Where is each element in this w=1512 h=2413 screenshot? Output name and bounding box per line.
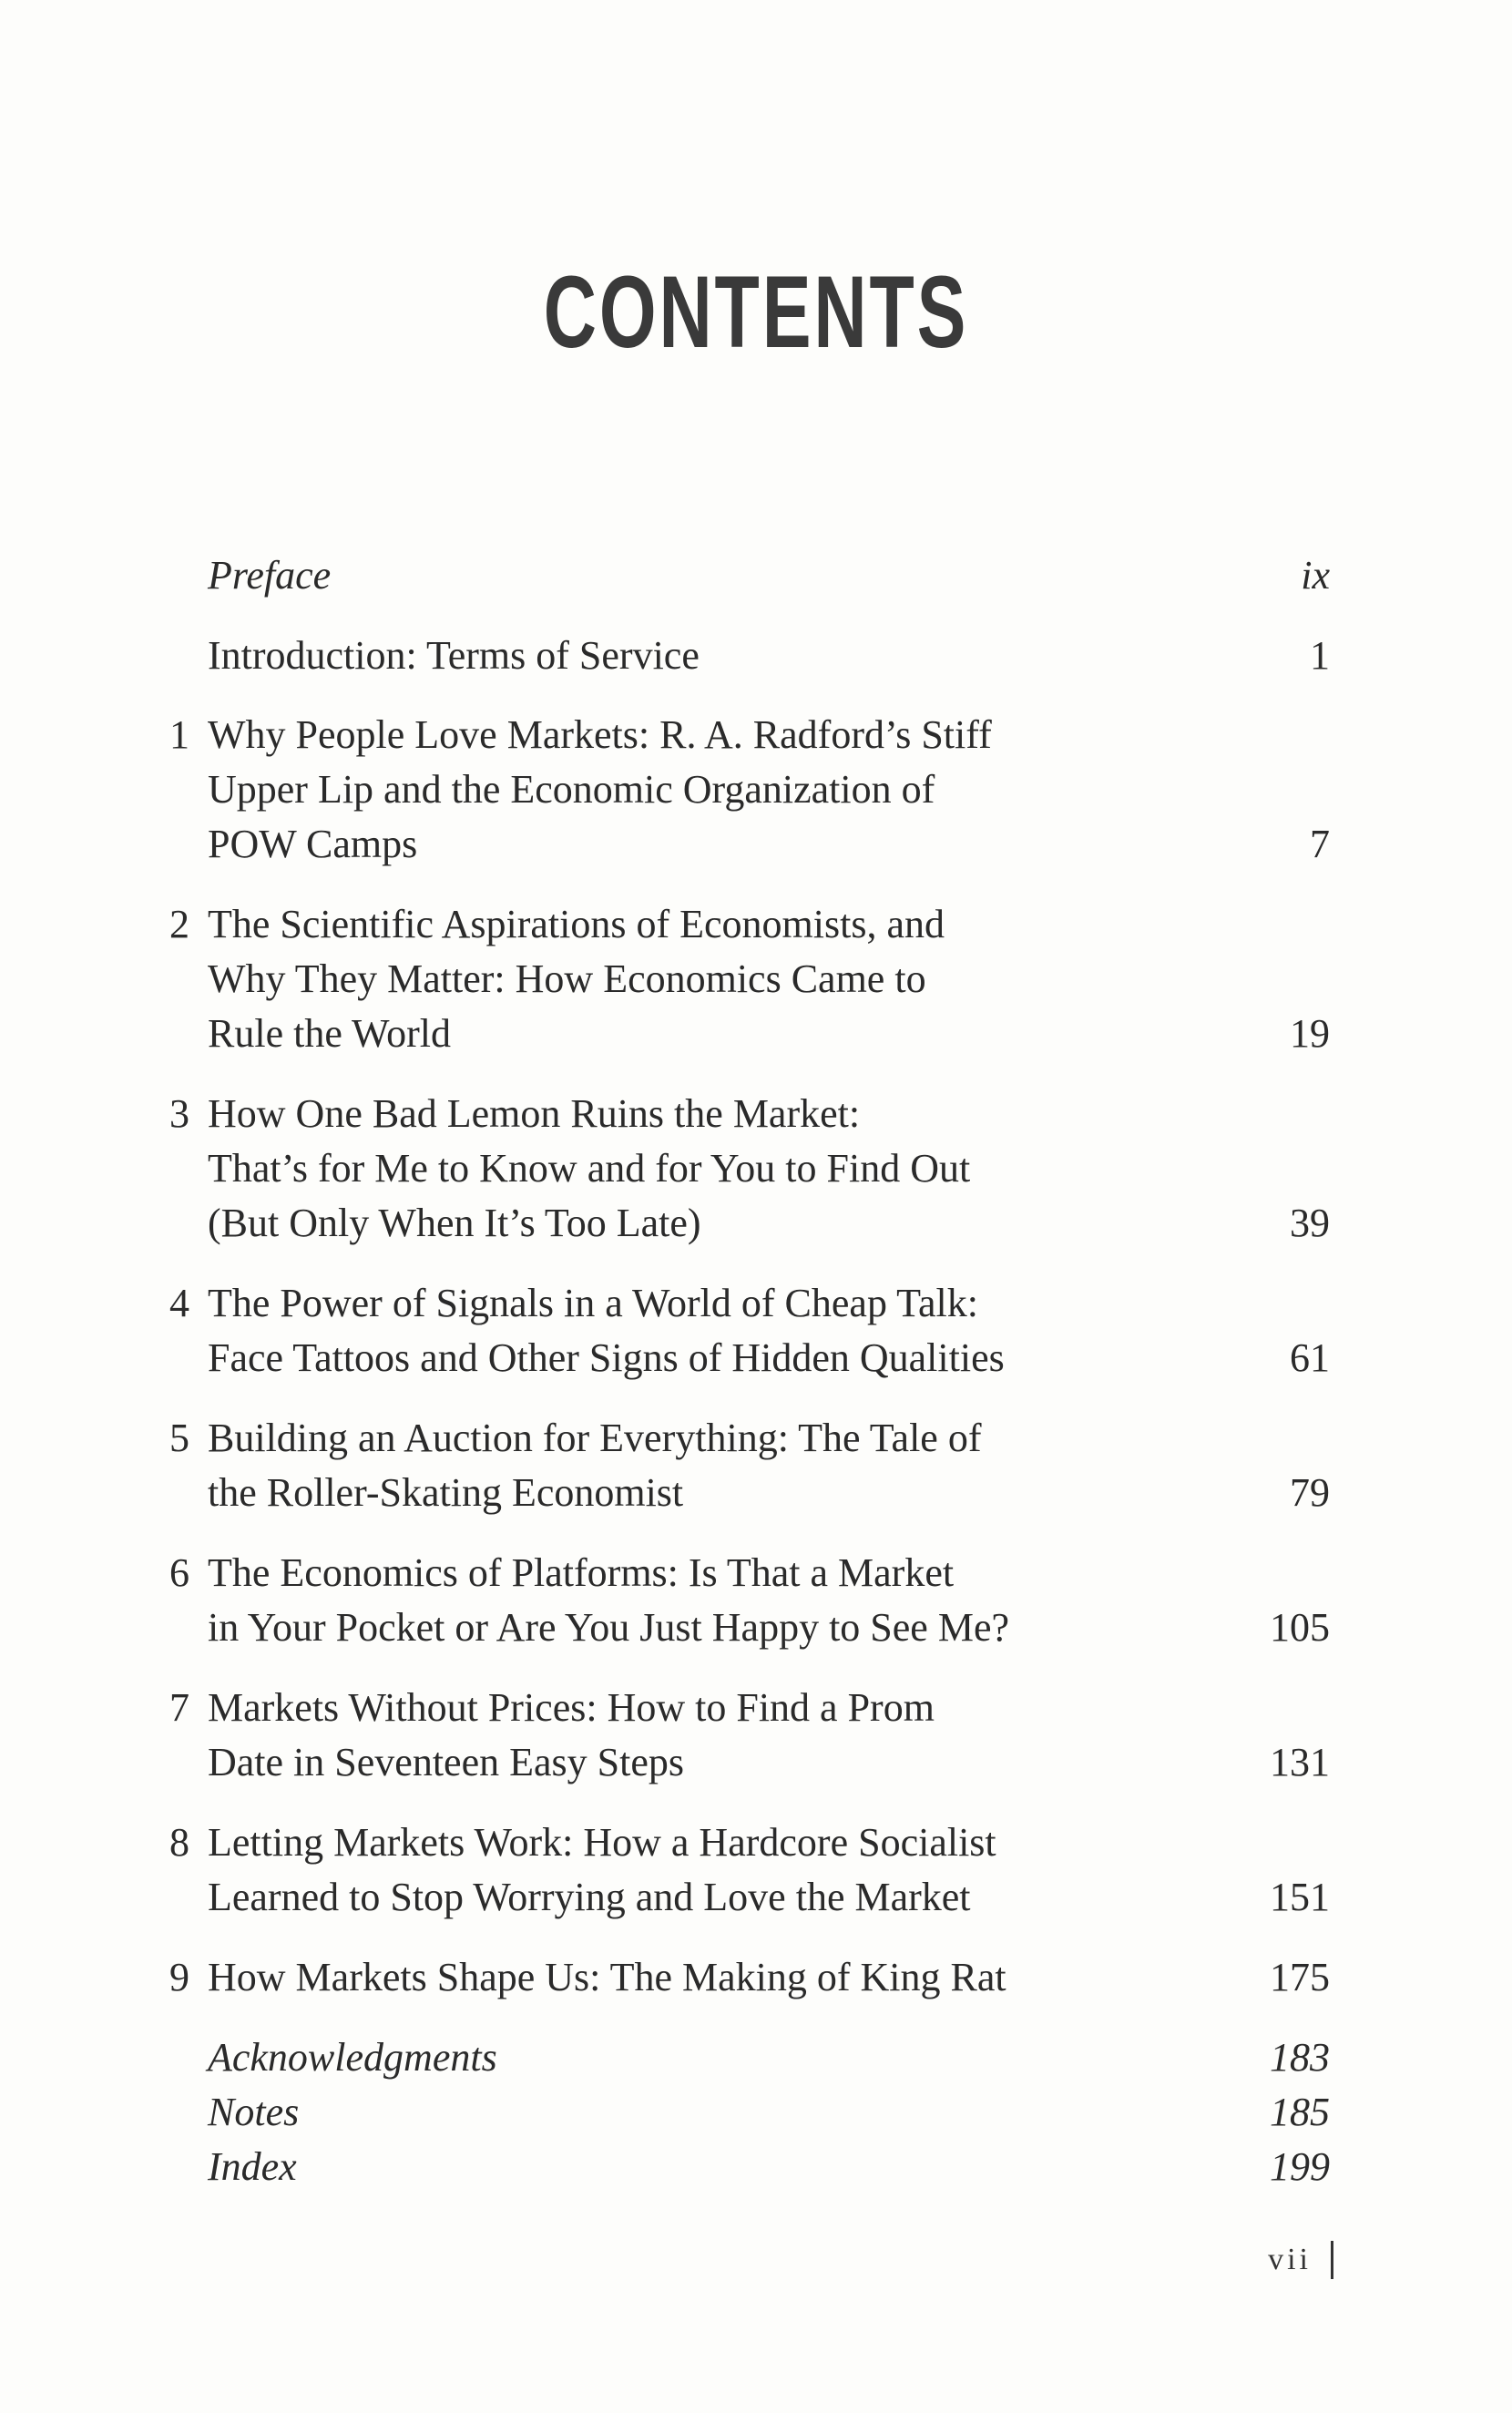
entry-title [208,1087,1146,1251]
entry-title-line: Why They Matter: How Economics Came to [208,956,926,1001]
entry-title-line: Face Tattoos and Other Signs of Hidden Qualities [208,1335,1005,1380]
entry-title [208,1950,1146,2005]
entry-title [208,629,1146,683]
page-number: 151 [1270,1875,1330,1919]
chapter-number: 9 [169,1955,189,1999]
entry-title-line: The Economics of Platforms: Is That a Market [208,1550,955,1595]
entry-title-line: How Markets Shape Us: The Making of King Rat [208,1955,1006,1999]
entry-title-line: in Your Pocket or Are You Just Happy to See Me? [208,1605,1009,1650]
chapter-number: 7 [169,1685,189,1730]
entry-title-line: Markets Without Prices: How to Find a Prom [208,1685,935,1730]
entry-title-line: The Power of Signals in a World of Cheap Talk: [208,1281,978,1325]
entry-title-line: Rule the World [208,1011,451,1056]
entry-title [208,1411,1146,1520]
folio-divider [1331,2241,1333,2279]
folio-number: vii [1268,2243,1312,2276]
entry-title [208,2140,1146,2194]
entry-title-line: POW Camps [208,822,418,866]
page-number: 175 [1270,1955,1330,1999]
entry-title-line: Acknowledgments [208,2035,497,2080]
entry-title-line: Date in Seventeen Easy Steps [208,1740,684,1784]
page-number: 185 [1270,2090,1330,2134]
entry-title-line: Letting Markets Work: How a Hardcore Socialist [208,1820,996,1865]
page-number: 131 [1270,1740,1330,1784]
page-number: 7 [1310,822,1330,866]
entry-title [208,1276,1146,1385]
chapter-number: 6 [169,1550,189,1595]
page-number: 19 [1290,1011,1330,1056]
entry-title-line: That’s for Me to Know and for You to Find Out [208,1146,971,1191]
entry-title-line: Preface [208,553,332,598]
chapter-number: 4 [169,1281,189,1325]
entry-title [208,1681,1146,1790]
entry-title-line: Learned to Stop Worrying and Love the Market [208,1875,971,1919]
entry-title [208,897,1146,1061]
entry-title-line: Building an Auction for Everything: The Tale of [208,1416,982,1460]
chapter-number: 5 [169,1416,189,1460]
entry-title [208,1815,1146,1925]
entry-title-line: Introduction: Terms of Service [208,633,700,678]
entry-title-line: (But Only When It’s Too Late) [208,1201,701,1245]
page-number: 79 [1290,1470,1330,1515]
page-number: 105 [1270,1605,1330,1650]
entry-title-line: The Scientific Aspirations of Economists, and [208,902,945,946]
page-number: 39 [1290,1201,1330,1245]
entry-title-line: Upper Lip and the Economic Organization of [208,767,935,812]
folio [1268,2237,1333,2283]
page-number: 199 [1270,2144,1330,2189]
entry-title-line: How One Bad Lemon Ruins the Market: [208,1091,861,1136]
entry-title [208,548,1146,603]
entry-title-line: Why People Love Markets: R. A. Radford’s Stiff [208,712,992,757]
entry-title [208,2085,1146,2140]
entry-title [208,1546,1146,1655]
page-number: 183 [1270,2035,1330,2080]
chapter-number: 2 [169,902,189,946]
entry-title [208,708,1146,872]
page-number: 61 [1290,1335,1330,1380]
chapter-number: 3 [169,1091,189,1136]
entry-title-line: Notes [208,2090,300,2134]
page-number: ix [1301,553,1330,598]
chapter-number: 1 [169,712,189,757]
entry-title-line: the Roller-Skating Economist [208,1470,684,1515]
page-title: CONTENTS [543,255,969,369]
entry-title [208,2030,1146,2085]
page-number: 1 [1310,633,1330,678]
chapter-number: 8 [169,1820,189,1865]
entry-title-line: Index [208,2144,297,2189]
